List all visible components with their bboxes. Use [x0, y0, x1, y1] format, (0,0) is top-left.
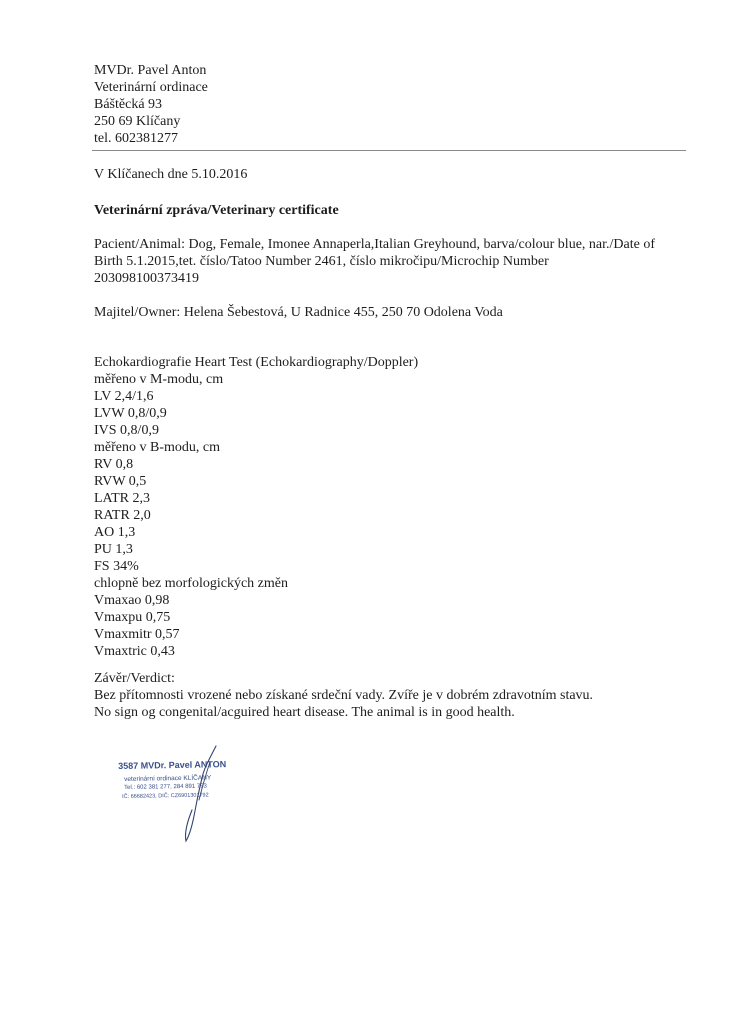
verdict-section — [94, 670, 593, 721]
patient-line-3: 203098100373419 — [94, 271, 199, 286]
measurement-rvw: RVW 0,5 — [94, 474, 147, 489]
measurement-pu: PU 1,3 — [94, 542, 133, 557]
verdict-english: No sign og congenital/acguired heart disease. The animal is in good health. — [94, 705, 515, 720]
measurement-rv: RV 0,8 — [94, 457, 134, 472]
sender-name: MVDr. Pavel Anton — [94, 63, 207, 78]
patient-info — [94, 236, 694, 287]
measurement-ivs: IVS 0,8/0,9 — [94, 423, 159, 438]
header-divider — [92, 150, 686, 151]
patient-line-2: Birth 5.1.2015,tet. číslo/Tatoo Number 2461, číslo mikročipu/Microchip Number — [94, 254, 549, 269]
document-title: Veterinární zpráva/Veterinary certificate — [94, 203, 339, 218]
b-mode-label: měřeno v B-modu, cm — [94, 440, 220, 455]
measurement-vmaxtric: Vmaxtric 0,43 — [94, 644, 175, 659]
stamp-line-3: Tel.: 602 381 277, 284 891 793 — [124, 783, 207, 791]
measurement-lv: LV 2,4/1,6 — [94, 389, 154, 404]
echo-heading: Echokardiografie Heart Test (Echokardiography/Doppler) — [94, 355, 419, 370]
measurement-ratr: RATR 2,0 — [94, 508, 151, 523]
stamp-line-2: veterinární ordinace KLÍČANY — [124, 774, 212, 783]
sender-street: Báštěcká 93 — [94, 97, 163, 112]
sender-phone: tel. 602381277 — [94, 131, 178, 146]
handwritten-signature — [158, 744, 218, 844]
date-line: V Klíčanech dne 5.10.2016 — [94, 167, 248, 182]
echocardiography-results — [94, 354, 418, 660]
measurement-vmaxao: Vmaxao 0,98 — [94, 593, 170, 608]
veterinary-stamp — [118, 744, 258, 844]
verdict-czech: Bez přítomnosti vrozené nebo získané srdeční vady. Zvíře je v dobrém zdravotním stavu. — [94, 688, 594, 703]
measurement-latr: LATR 2,3 — [94, 491, 150, 506]
measurement-ao: AO 1,3 — [94, 525, 136, 540]
m-mode-label: měřeno v M-modu, cm — [94, 372, 224, 387]
sender-address-block — [94, 62, 208, 147]
sender-office: Veterinární ordinace — [94, 80, 208, 95]
valves-note: chlopně bez morfologických změn — [94, 576, 288, 591]
measurement-fs: FS 34% — [94, 559, 139, 574]
owner-info: Majitel/Owner: Helena Šebestová, U Radnice 455, 250 70 Odolena Voda — [94, 305, 503, 320]
patient-line-1: Pacient/Animal: Dog, Female, Imonee Annaperla,Italian Greyhound, barva/colour blue, nar./Date of — [94, 237, 655, 252]
stamp-line-1: 3587 MVDr. Pavel ANTON — [118, 759, 227, 771]
verdict-heading: Závěr/Verdict: — [94, 671, 175, 686]
stamp-line-4: IČ: 66682423, DIČ: CZ6901301792 — [122, 792, 209, 800]
sender-city: 250 69 Klíčany — [94, 114, 181, 129]
measurement-vmaxmitr: Vmaxmitr 0,57 — [94, 627, 180, 642]
measurement-lvw: LVW 0,8/0,9 — [94, 406, 167, 421]
measurement-vmaxpu: Vmaxpu 0,75 — [94, 610, 171, 625]
